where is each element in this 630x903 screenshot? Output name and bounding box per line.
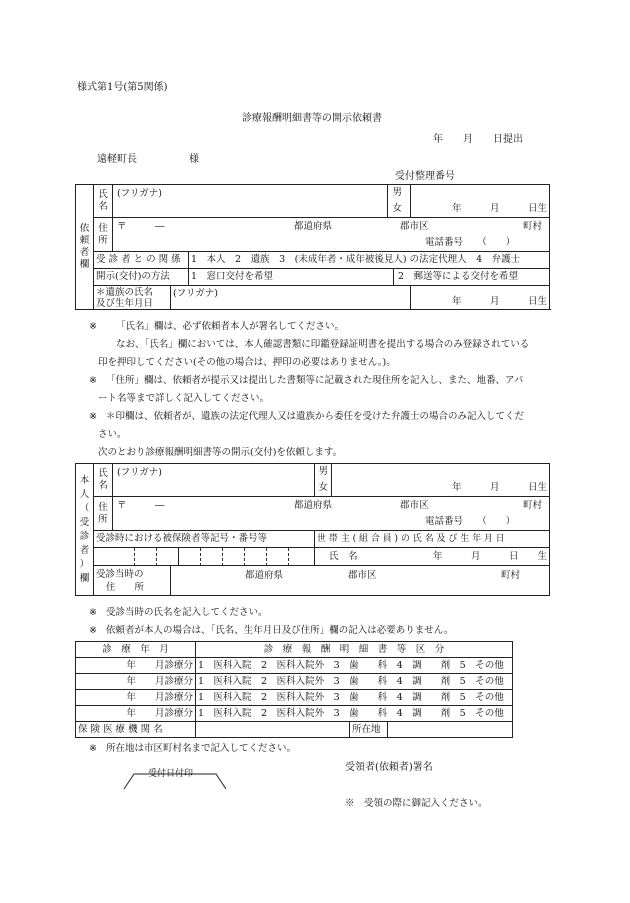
requester-town: 町村 [523,221,543,232]
submission-date: 年 月 日提出 [433,134,523,145]
requester-section-label: 依 頼 者 欄 [76,185,94,310]
page-title: 診療報酬明細書等の開示依頼書 [242,113,382,124]
billing-col-category: 診 療 報 酬 明 細 書 等 区 分 [196,642,513,658]
patient-town: 町村 [523,500,543,511]
note2-mark-2: ※ [89,625,97,636]
requester-name-label: 氏 名 [94,185,113,218]
note-seal-b: 印を押印してください(その他の場合は、押印の必要はありません。)。 [98,357,396,368]
note-mark-3: ※ [89,411,97,422]
relation-label: 受 診 者 と の 関 係 [94,252,189,269]
patient-address-label: 住 所 [94,497,113,531]
patient-phone: 電話番号 （ ） [425,516,516,527]
institution-label: 保 険 医 療 機 関 名 [76,722,196,738]
requester-prefecture: 都道府県 [294,221,333,232]
patient-address-field[interactable] [113,497,550,531]
householder-field[interactable] [315,548,550,566]
patient-furigana: (フリガナ) [117,467,162,478]
receipt-number-label: 受付整理番号 [395,171,455,182]
honorific: 様 [189,154,199,165]
requester-birth-field[interactable]: 年 月 日生 [411,185,550,218]
footer-mark: ※ [89,743,97,754]
note2-self: 依頼者が本人の場合は、「氏名、生年月日及び住所」欄の記入は必要ありません。 [106,625,454,636]
requester-furigana: (フリガナ) [117,188,162,199]
householder-birth: 年 月 日 生 [432,551,547,562]
recipient-signature-label: 受領者(依頼者)署名 [345,762,433,773]
requester-address-label: 住 所 [94,218,113,252]
note2-mark-1: ※ [89,607,97,618]
requester-sex-female[interactable]: 女 [392,203,402,214]
billing-month-3[interactable]: 年 月診療分 [76,690,196,706]
insured-number-field[interactable] [94,548,315,566]
patient-prefecture: 都道府県 [294,500,333,511]
footer-location-note: 所在地は市区町村名まで記入してください。 [106,743,297,754]
billing-table [75,641,513,738]
billing-category-2[interactable]: 1 医科入院 2 医科入院外 3 歯 科 4 調 剤 5 その他 [196,674,513,690]
note-asterisk-a: ＊印欄は、依頼者が、遺族の法定代理人又は遺族から委任を受けた弁護士の場合のみ記入してくだ [106,411,525,422]
method-label: 開示(交付)の方法 [94,269,189,286]
relation-options[interactable]: 1 本人 2 遺族 3 (未成年者・成年被後見人) の法定代理人 4 弁護士 [189,252,550,269]
note-seal-a: なお、「氏名」欄においては、本人確認書類に印鑑登録証明書を提出する場合のみ登録されている [116,339,530,350]
bereaved-label: ＊遺族の氏名 及び生年月日 [94,286,171,310]
addressee: 遠軽町長 [97,154,137,165]
note-mark-1: ※ [89,321,97,332]
patient-sex-female[interactable]: 女 [318,482,328,493]
requester-address-field[interactable] [113,218,550,252]
bereaved-name-field[interactable]: (フリガナ) [171,286,411,310]
bereaved-birth-field[interactable]: 年 月 日生 [411,286,550,310]
householder-label: 世 帯 主 ( 組 合 員 ) の 氏 名 及 び 生 年 月 日 [315,531,550,548]
billing-month-2[interactable]: 年 月診療分 [76,674,196,690]
patient-birth-field[interactable]: 年 月 日生 [332,464,550,497]
method-mail[interactable]: 2 郵送等による交付を希望 [394,269,550,286]
billing-month-4[interactable]: 年 月診療分 [76,706,196,722]
institution-field[interactable] [196,722,350,738]
patient-name-label: 氏 名 [94,464,113,497]
billing-category-3[interactable]: 1 医科入院 2 医科入院外 3 歯 科 4 調 剤 5 その他 [196,690,513,706]
patient-city: 郡市区 [400,500,429,511]
patient-section-label: 本 人 （ 受 診 者 ） 欄 [76,464,94,596]
householder-name: 氏 名 [329,551,358,562]
note-mark-2: ※ [89,375,97,386]
request-lead: 次のとおり診療報酬明細書等の開示(交付)を依頼します。 [98,447,343,458]
billing-col-month: 診 療 年 月 [76,642,196,658]
billing-month-1[interactable]: 年 月診療分 [76,658,196,674]
requester-phone: 電話番号 （ ） [425,237,516,248]
requester-name-field[interactable] [113,185,411,218]
note2-visit-name: 受診当時の氏名を記入してください。 [106,607,268,618]
billing-category-4[interactable]: 1 医科入院 2 医科入院外 3 歯 科 4 調 剤 5 その他 [196,706,513,722]
patient-table [75,463,550,596]
note-asterisk-b: さい。 [98,429,127,440]
note-address-b: ート名等まで詳しく記入してください。 [98,393,270,404]
visit-address-label: 受診当時の 住 所 [94,566,171,596]
patient-name-field[interactable] [113,464,332,497]
location-field[interactable] [388,722,513,738]
reception-date-stamp [120,768,230,790]
requester-table [75,184,550,310]
patient-postal: 〒 ― [117,500,165,511]
visit-address-field[interactable]: 都道府県 郡市区 町村 [171,566,550,596]
requester-postal: 〒 ― [117,221,165,232]
billing-category-1[interactable]: 1 医科入院 2 医科入院外 3 歯 科 4 調 剤 5 その他 [196,658,513,674]
receipt-note: ※ 受領の際に御記入ください。 [345,798,488,809]
requester-sex-male[interactable]: 男 [392,187,402,198]
insured-number-label: 受診時における被保険者等記号・番号等 [94,531,315,548]
form-number: 様式第1号(第5関係) [77,82,168,93]
location-label: 所在地 [350,722,388,738]
patient-sex-male[interactable]: 男 [318,466,328,477]
note-address-a: 「住所」欄は、依頼者が提示又は提出した書類等に記載された現住所を記入し、また、地番、アパ [106,375,524,386]
note-name-sign: 「氏名」欄は、必ず依頼者本人が署名してください。 [116,321,345,332]
method-counter[interactable]: 1 窓口交付を希望 [189,269,394,286]
reception-date-stamp-label: 受付日付印 [148,769,194,779]
requester-city: 郡市区 [400,221,429,232]
